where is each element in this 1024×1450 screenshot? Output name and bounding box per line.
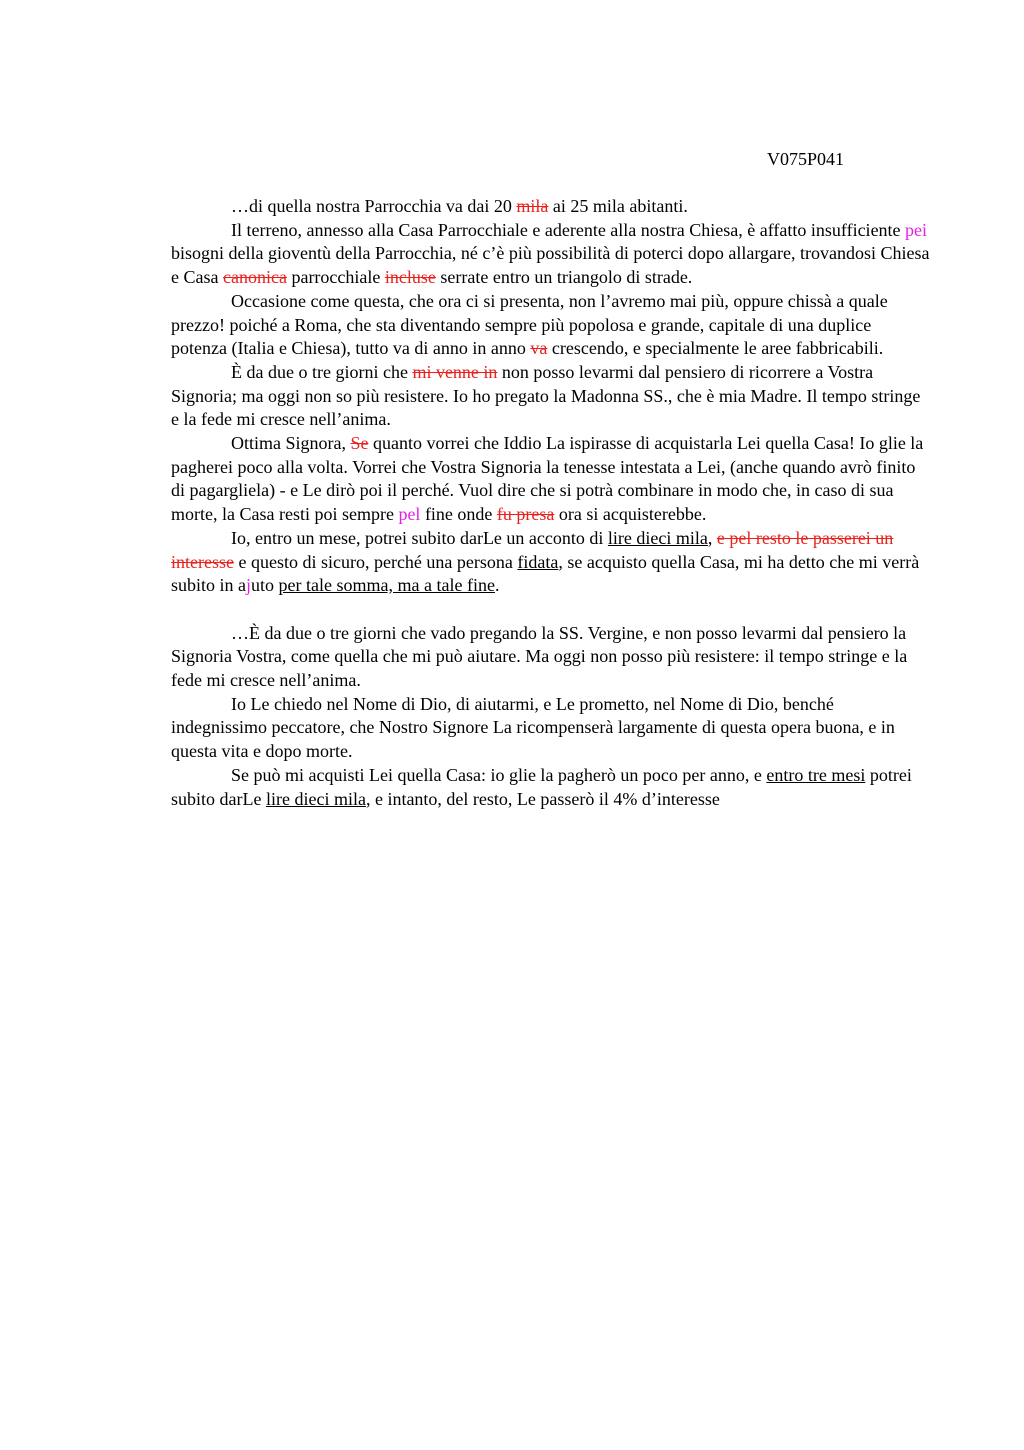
text-run: ,: [707, 527, 717, 548]
text-run: serrate entro un triangolo di strade.: [435, 267, 693, 288]
paragraph: [171, 527, 931, 598]
text-run: Io, entro un mese, potrei subito darLe un acconto di: [231, 527, 608, 548]
deleted-text: fu presa: [496, 504, 555, 525]
paragraph: [171, 693, 931, 764]
text-run: Se può mi acquisti Lei quella Casa: io glie la pagherò un poco per anno, e: [231, 764, 767, 785]
deleted-text: Se: [350, 433, 369, 454]
deleted-text: incluse: [384, 267, 436, 288]
deleted-text: mi venne in: [412, 361, 498, 382]
text-run: potrei subito darLe: [171, 764, 912, 809]
underlined-text: lire dieci mila: [607, 527, 708, 548]
text-run: bisogni della gioventù della Parrocchia, né c’è più possibilità di poterci dopo allargare, trovandosi Chiesa e Casa: [171, 243, 930, 288]
inserted-text: pel: [398, 504, 421, 525]
deleted-text: mila: [516, 196, 549, 216]
text-run: crescendo, e specialmente le aree fabbricabili.: [547, 338, 884, 359]
text-run: È da due o tre giorni che: [231, 361, 413, 382]
text-run: ai 25 mila abitanti.: [548, 196, 688, 216]
text-run: , e intanto, del resto, Le passerò il 4% d’interesse: [365, 788, 720, 809]
paragraph: [171, 622, 931, 693]
underlined-text: fidata: [517, 551, 559, 572]
paragraph: [171, 195, 931, 219]
text-run: e questo di sicuro, perché una persona: [233, 551, 518, 572]
text-run: …È da due o tre giorni che vado pregando la SS. Vergine, e non posso levarmi dal pensiero la Signoria Vostra, come quella che mi può aiutare. Ma oggi non posso più resistere: il tempo stringe e la fede mi cresce nell’anima.: [171, 622, 908, 691]
underlined-text: entro tre mesi: [766, 764, 866, 785]
inserted-text: pei: [905, 219, 928, 240]
paragraph: [171, 764, 931, 811]
text-run: .: [494, 575, 500, 596]
text-run: , se acquisto quella Casa, mi ha detto che mi verrà subito in a: [171, 551, 920, 596]
underlined-text: lire dieci mila: [265, 788, 366, 809]
deleted-text: va: [530, 338, 548, 359]
text-run: parrocchiale: [286, 267, 385, 288]
underlined-text: per tale somma, ma a tale fine: [278, 575, 495, 596]
letter-body: [171, 195, 931, 811]
text-run: Occasione come questa, che ora ci si presenta, non l’avremo mai più, oppure chissà a quale prezzo! poiché a Roma, che sta diventando sempre più popolosa e grande, capitale di una duplice potenza (Italia e Chiesa), tutto va di anno in anno: [171, 290, 888, 359]
text-run: non posso levarmi dal pensiero di ricorrere a Vostra Signoria; ma oggi non so più resistere. Io ho pregato la Madonna SS., che è mia Madre. Il tempo stringe e la fede mi cresce nell’anima.: [171, 361, 921, 430]
page-code: V075P041: [766, 149, 844, 169]
paragraph: [171, 219, 931, 290]
inserted-text: j: [246, 575, 252, 596]
text-run: …di quella nostra Parrocchia va dai 20: [231, 196, 517, 216]
text-run: fine onde: [420, 504, 497, 525]
paragraph-gap: [171, 598, 931, 622]
text-run: uto: [251, 575, 279, 596]
paragraph: [171, 361, 931, 432]
paragraph: [171, 290, 931, 361]
paragraph: [171, 432, 931, 527]
text-run: ora si acquisterebbe.: [554, 504, 707, 525]
text-run: Io Le chiedo nel Nome di Dio, di aiutarmi, e Le prometto, nel Nome di Dio, benché indegnissimo peccatore, che Nostro Signore La ricompenserà largamente di questa opera buona, e in questa vita e dopo morte.: [171, 693, 895, 762]
text-run: quanto vorrei che Iddio La ispirasse di acquistarla Lei quella Casa! Io glie la pagherei poco alla volta. Vorrei che Vostra Signoria la tenesse intestata a Lei, (anche quando avrò finito di pagargliela) - e Le dirò poi il perché. Vuol dire che si potrà combinare in modo che, in caso di sua morte, la Casa resti poi sempre: [171, 433, 924, 525]
deleted-text: e pel resto le passerei un interesse: [171, 527, 894, 572]
text-run: Ottima Signora,: [231, 433, 351, 454]
deleted-text: canonica: [222, 267, 287, 288]
text-run: Il terreno, annesso alla Casa Parrocchiale e aderente alla nostra Chiesa, è affatto insufficiente: [231, 219, 906, 240]
